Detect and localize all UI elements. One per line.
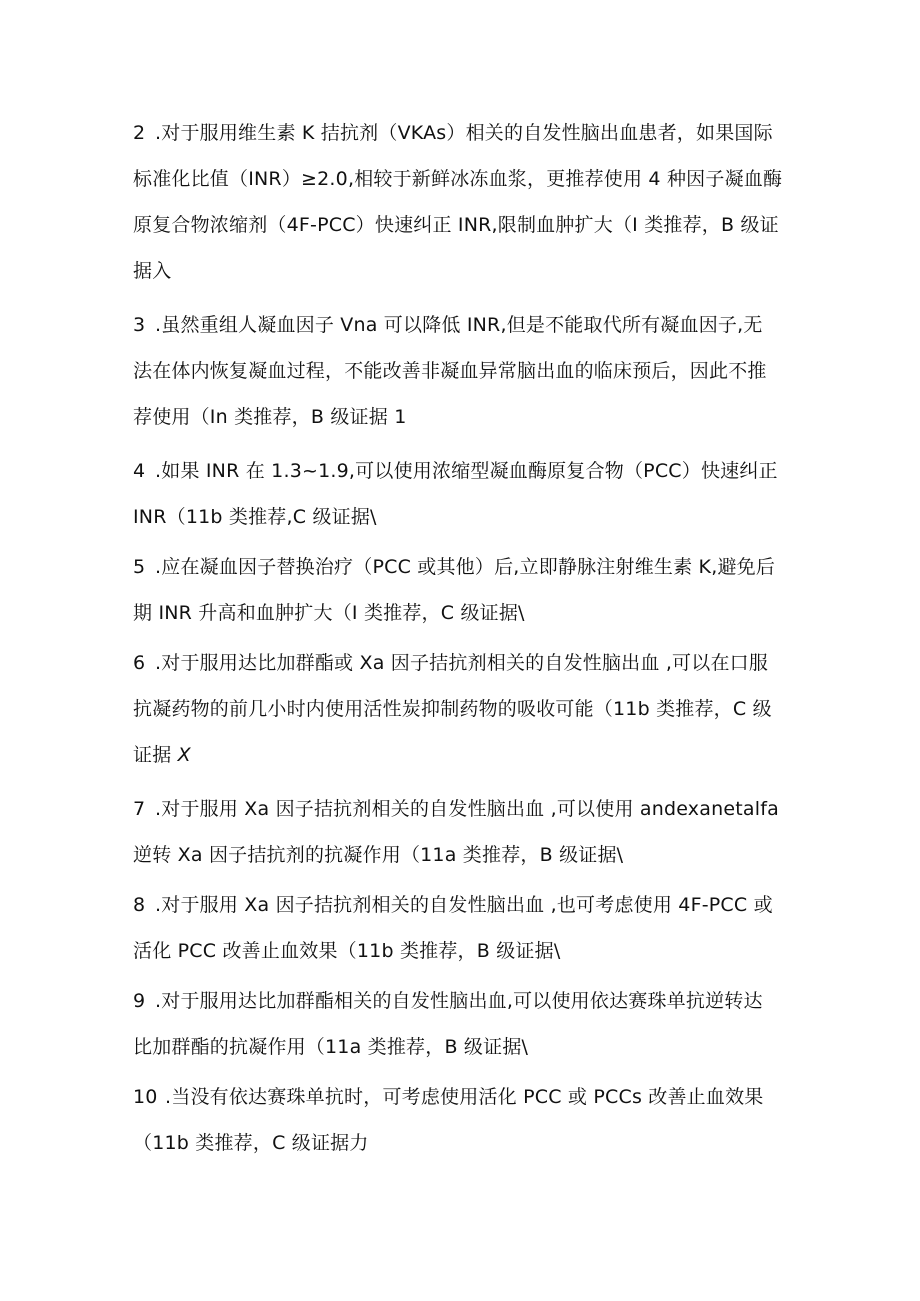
text-line [133,448,793,494]
list-item [133,882,793,974]
line-text: .应在凝血因子替换治疗（PCC 或其他）后,立即静脉注射维生素 K,避免后 [155,556,776,578]
text-line [133,1074,793,1120]
line-text: .虽然重组人凝血因子 Vna 可以降低 INR,但是不能取代所有凝血因子,无 [155,314,763,336]
list-item [133,978,793,1070]
line-text: .当没有依达赛珠单抗时，可考虑使用活化 PCC 或 PCCs 改善止血效果 [165,1086,764,1108]
item-number: 2 [133,122,146,144]
text-line: 据入 [133,260,172,282]
line-text: .对于服用达比加群酯相关的自发性脑出血,可以使用依达赛珠单抗逆转达 [155,990,763,1012]
item-number: 3 [133,314,146,336]
text-line: 逆转 Xa 因子拮抗剂的抗凝作用（11a 类推荐，B 级证据\ [133,844,624,866]
item-number: 4 [133,460,146,482]
text-line: 期 INR 升高和血肿扩大（I 类推荐，C 级证据\ [133,602,525,624]
text-line: 标准化比值（INR）≥2.0,相较于新鲜冰冻血浆，更推荐使用 4 种因子凝血酶 [133,168,783,190]
italic-mark: X [177,744,191,766]
line-text: .对于服用 Xa 因子拮抗剂相关的自发性脑出血 ,也可考虑使用 4F-PCC 或 [155,894,773,916]
list-item [133,110,793,294]
text-line [133,786,793,832]
text-line [133,978,793,1024]
text-line [133,732,793,778]
list-item [133,544,793,636]
line-text: .对于服用 Xa 因子拮抗剂相关的自发性脑出血 ,可以使用 andexanetalfa [155,798,779,820]
text-line: 荐使用（In 类推荐，B 级证据 1 [133,406,407,428]
line-text: .对于服用维生素 K 拮抗剂（VKAs）相关的自发性脑出血患者，如果国际 [155,122,773,144]
item-number: 10 [133,1086,158,1108]
text-line: 法在体内恢复凝血过程，不能改善非凝血异常脑出血的临床预后，因此不推 [133,360,767,382]
text-line [133,302,793,348]
list-item [133,1074,793,1166]
list-item [133,640,793,778]
list-item [133,302,793,440]
text-line [133,640,793,686]
text-line: 活化 PCC 改善止血效果（11b 类推荐，B 级证据\ [133,940,561,962]
text-line: 比加群酯的抗凝作用（11a 类推荐，B 级证据\ [133,1036,529,1058]
item-number: 6 [133,652,146,674]
text-line [133,882,793,928]
item-number: 5 [133,556,146,578]
text-line: （11b 类推荐，C 级证据力 [133,1132,369,1154]
text-line [133,544,793,590]
item-number: 9 [133,990,146,1012]
text-line: INR（11b 类推荐,C 级证据\ [133,506,377,528]
line-text: 证据 [133,744,172,766]
list-item [133,786,793,878]
item-number: 8 [133,894,146,916]
list-item [133,448,793,540]
line-text: .对于服用达比加群酯或 Xa 因子拮抗剂相关的自发性脑出血 ,可以在口服 [155,652,769,674]
text-line: 抗凝药物的前几小时内使用活性炭抑制药物的吸收可能（11b 类推荐，C 级 [133,698,772,720]
text-line: 原复合物浓缩剂（4F-PCC）快速纠正 INR,限制血肿扩大（I 类推荐，B 级证 [133,214,779,236]
item-number: 7 [133,798,146,820]
line-text: .如果 INR 在 1.3~1.9,可以使用浓缩型凝血酶原复合物（PCC）快速纠正 [155,460,778,482]
text-line [133,110,793,156]
